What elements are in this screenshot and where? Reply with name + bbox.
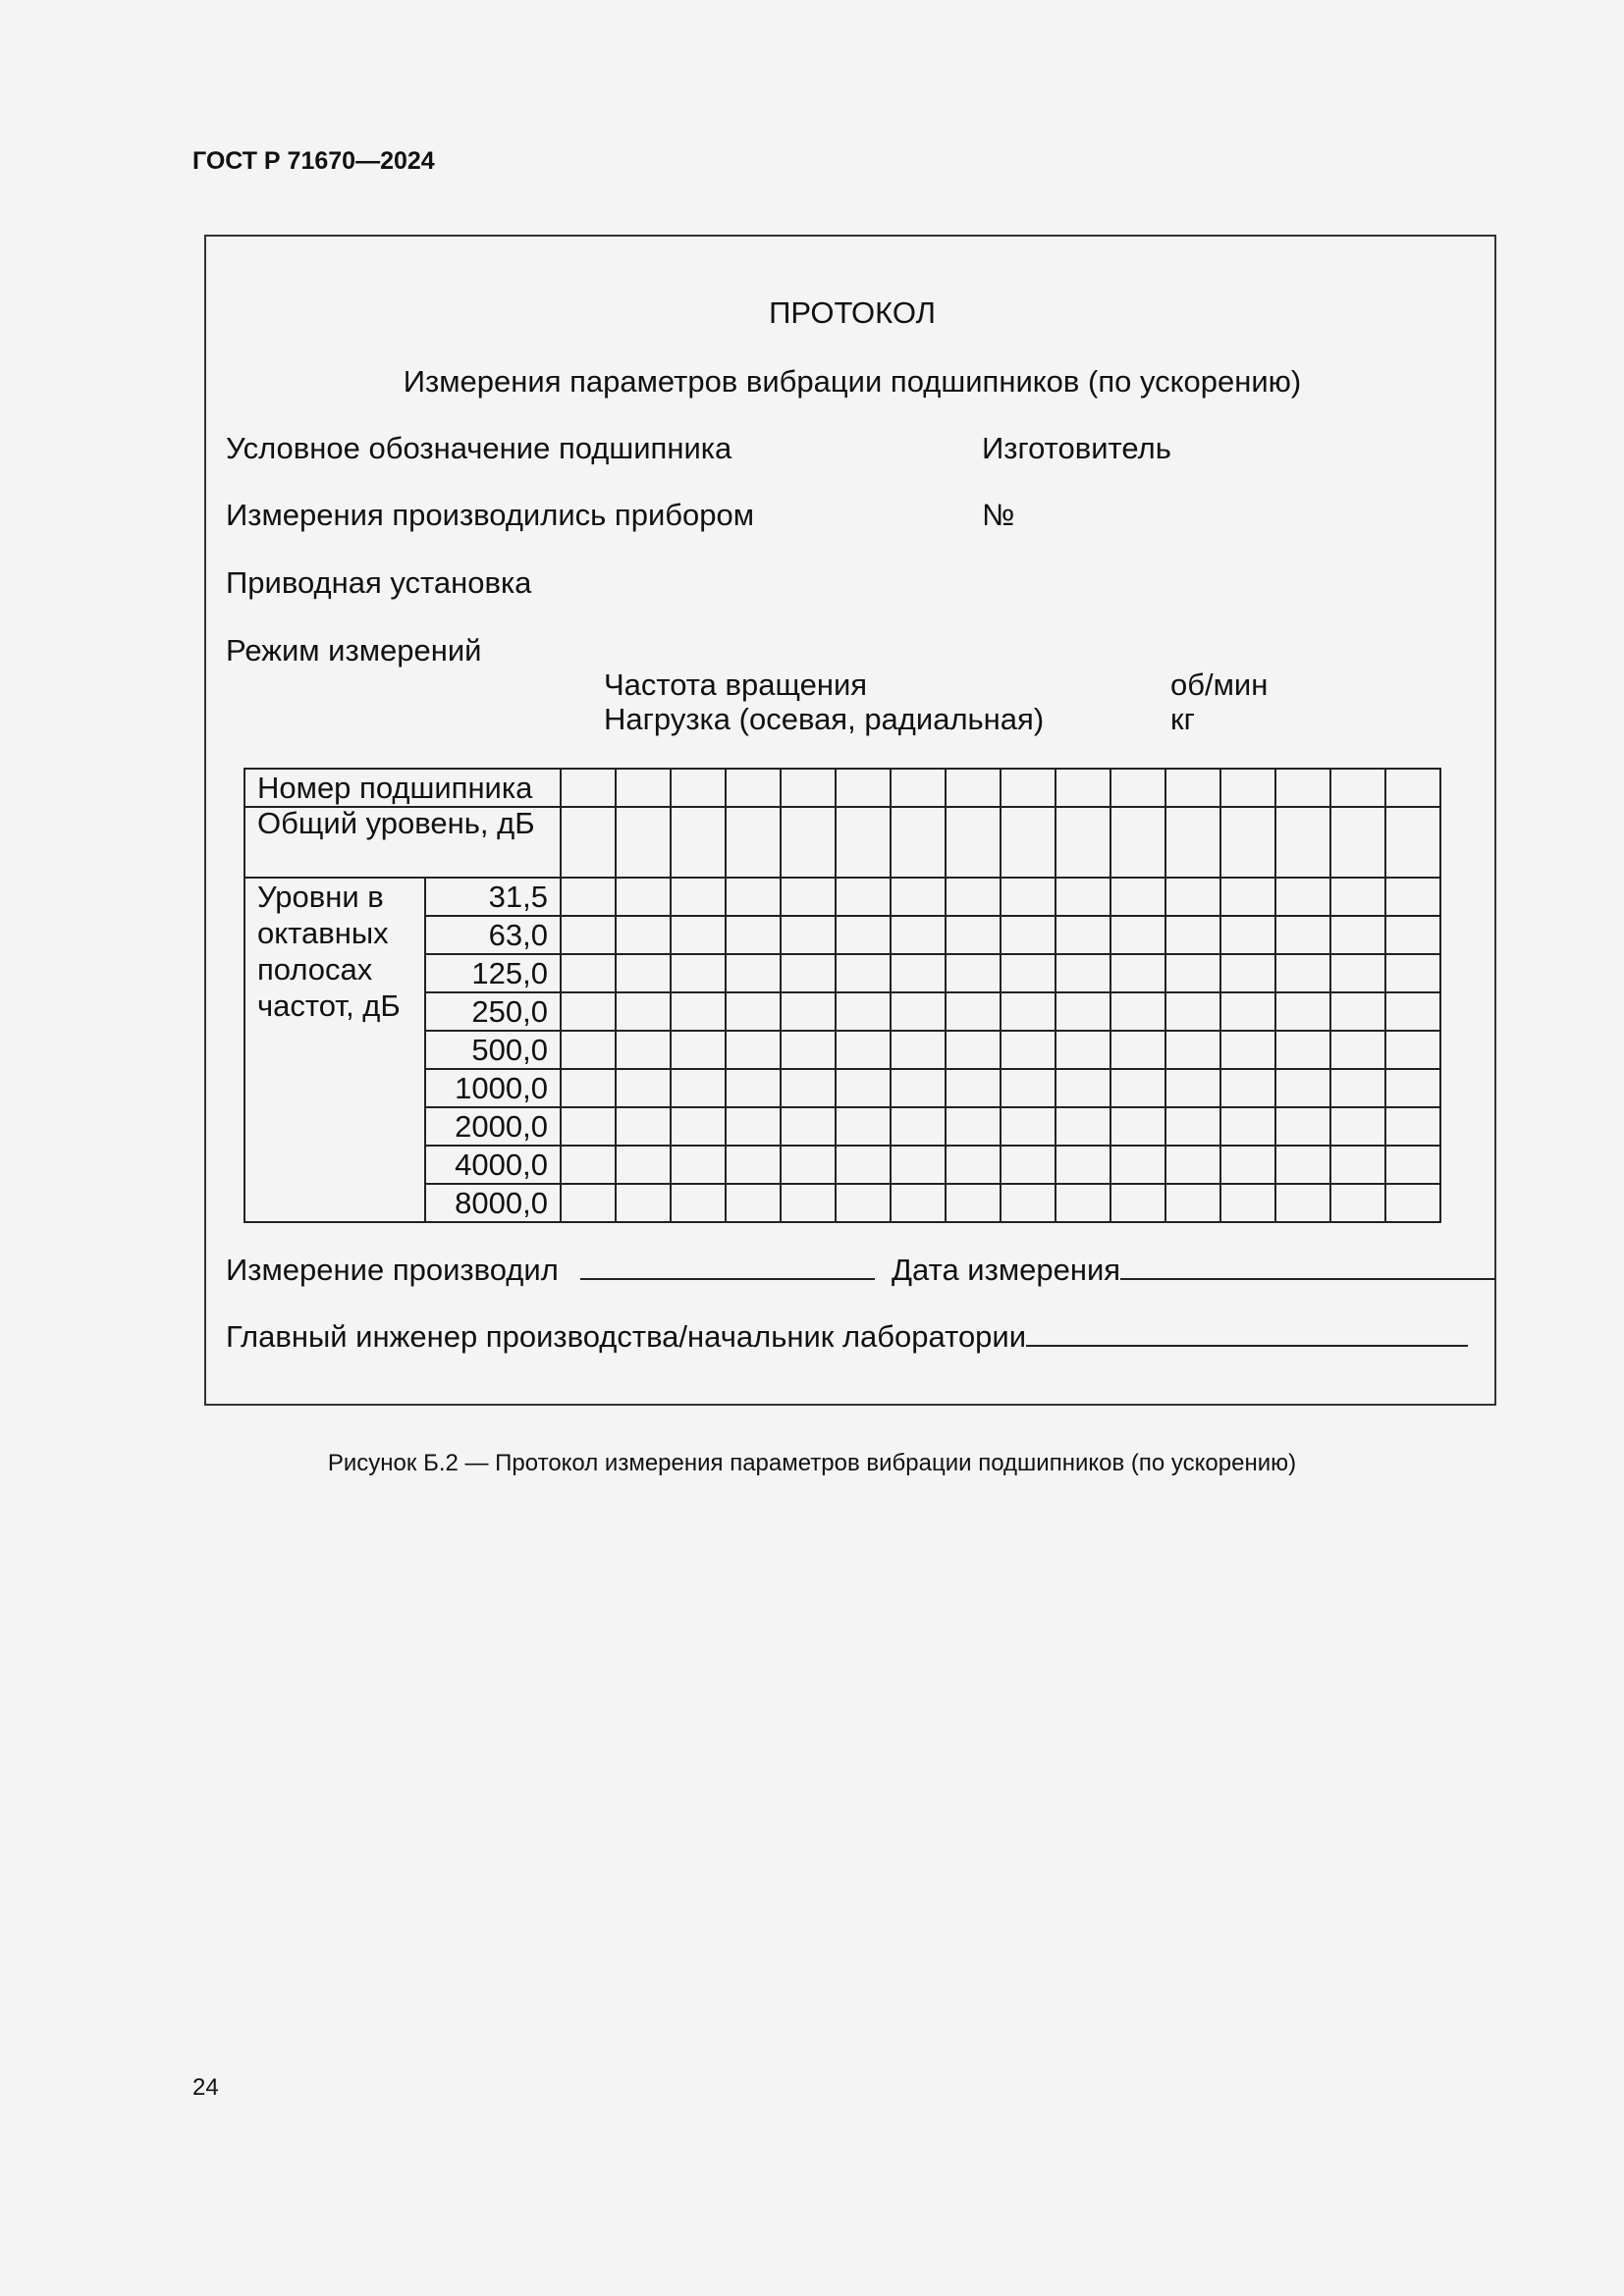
value-cell[interactable] <box>1330 954 1385 992</box>
value-cell[interactable] <box>671 992 726 1031</box>
frequency-cell: 1000,0 <box>425 1069 561 1107</box>
value-cell[interactable] <box>616 769 671 807</box>
load-label: Нагрузка (осевая, радиальная) <box>604 702 1045 736</box>
total-level-header: Общий уровень, дБ <box>244 807 561 878</box>
value-cell[interactable] <box>946 1146 1001 1184</box>
value-cell[interactable] <box>1385 1031 1440 1069</box>
value-cell[interactable] <box>1056 878 1110 916</box>
value-cell[interactable] <box>946 1069 1001 1107</box>
value-cell[interactable] <box>1165 1069 1220 1107</box>
value-cell[interactable] <box>616 916 671 954</box>
value-cell[interactable] <box>781 878 836 916</box>
protocol-form <box>204 235 1496 1406</box>
value-cell[interactable] <box>1220 1184 1275 1222</box>
value-cell[interactable] <box>836 1184 891 1222</box>
value-cell[interactable] <box>1001 1069 1056 1107</box>
value-cell[interactable] <box>836 992 891 1031</box>
value-cell[interactable] <box>1056 1069 1110 1107</box>
value-cell[interactable] <box>561 1146 616 1184</box>
value-cell[interactable] <box>671 954 726 992</box>
value-cell[interactable] <box>561 954 616 992</box>
value-cell[interactable] <box>1110 807 1165 878</box>
value-cell[interactable] <box>891 878 946 916</box>
value-cell[interactable] <box>1220 1107 1275 1146</box>
value-cell[interactable] <box>616 954 671 992</box>
document-code: ГОСТ Р 71670—2024 <box>192 147 435 175</box>
value-cell[interactable] <box>1385 992 1440 1031</box>
value-cell[interactable] <box>1001 916 1056 954</box>
value-cell[interactable] <box>1330 807 1385 878</box>
value-cell[interactable] <box>946 1031 1001 1069</box>
value-cell[interactable] <box>946 916 1001 954</box>
value-cell[interactable] <box>1001 807 1056 878</box>
value-cell[interactable] <box>1385 954 1440 992</box>
bearing-designation-label: Условное обозначение подшипника <box>226 431 732 465</box>
value-cell[interactable] <box>781 1107 836 1146</box>
value-cell[interactable] <box>1385 1107 1440 1146</box>
manufacturer-label: Изготовитель <box>982 431 1171 465</box>
value-cell[interactable] <box>1165 807 1220 878</box>
value-cell[interactable] <box>616 1069 671 1107</box>
value-cell[interactable] <box>946 878 1001 916</box>
number-sign: № <box>982 498 1015 532</box>
value-cell[interactable] <box>561 807 616 878</box>
value-cell[interactable] <box>561 916 616 954</box>
value-cell[interactable] <box>1056 992 1110 1031</box>
page-number: 24 <box>192 2074 219 2101</box>
rotation-unit: об/мин <box>1170 667 1269 702</box>
value-cell[interactable] <box>1165 1146 1220 1184</box>
value-cell[interactable] <box>726 1031 781 1069</box>
value-cell[interactable] <box>1056 1146 1110 1184</box>
frequency-cell: 2000,0 <box>425 1107 561 1146</box>
chief-signature-field[interactable] <box>1026 1317 1468 1347</box>
value-cell[interactable] <box>891 954 946 992</box>
value-cell[interactable] <box>1330 769 1385 807</box>
value-cell[interactable] <box>836 1031 891 1069</box>
value-cell[interactable] <box>726 916 781 954</box>
value-cell[interactable] <box>1385 1146 1440 1184</box>
value-cell[interactable] <box>561 1069 616 1107</box>
value-cell[interactable] <box>1330 1107 1385 1146</box>
value-cell[interactable] <box>1330 1069 1385 1107</box>
value-cell[interactable] <box>946 807 1001 878</box>
value-cell[interactable] <box>836 807 891 878</box>
value-cell[interactable] <box>1275 1069 1330 1107</box>
value-cell[interactable] <box>1001 878 1056 916</box>
table-row <box>244 769 1440 807</box>
value-cell[interactable] <box>1110 1107 1165 1146</box>
value-cell[interactable] <box>891 1031 946 1069</box>
value-cell[interactable] <box>1385 807 1440 878</box>
value-cell[interactable] <box>726 992 781 1031</box>
value-cell[interactable] <box>1001 1184 1056 1222</box>
value-cell[interactable] <box>781 1184 836 1222</box>
value-cell[interactable] <box>561 1031 616 1069</box>
value-cell[interactable] <box>1275 807 1330 878</box>
value-cell[interactable] <box>1165 878 1220 916</box>
value-cell[interactable] <box>1385 1184 1440 1222</box>
value-cell[interactable] <box>836 1107 891 1146</box>
mode-label: Режим измерений <box>226 633 482 667</box>
measured-by-field[interactable] <box>580 1251 875 1280</box>
chief-label: Главный инженер производства/начальник лаборатории <box>226 1319 1027 1354</box>
frequency-cell: 8000,0 <box>425 1184 561 1222</box>
value-cell[interactable] <box>561 878 616 916</box>
value-cell[interactable] <box>671 1069 726 1107</box>
value-cell[interactable] <box>671 878 726 916</box>
value-cell[interactable] <box>1220 992 1275 1031</box>
value-cell[interactable] <box>781 1146 836 1184</box>
value-cell[interactable] <box>1110 916 1165 954</box>
value-cell[interactable] <box>1056 1184 1110 1222</box>
value-cell[interactable] <box>1275 878 1330 916</box>
value-cell[interactable] <box>1110 1146 1165 1184</box>
value-cell[interactable] <box>726 954 781 992</box>
value-cell[interactable] <box>1330 916 1385 954</box>
value-cell[interactable] <box>836 916 891 954</box>
value-cell[interactable] <box>891 992 946 1031</box>
value-cell[interactable] <box>1110 954 1165 992</box>
value-cell[interactable] <box>1330 1146 1385 1184</box>
value-cell[interactable] <box>946 769 1001 807</box>
value-cell[interactable] <box>726 807 781 878</box>
value-cell[interactable] <box>616 878 671 916</box>
value-cell[interactable] <box>946 992 1001 1031</box>
value-cell[interactable] <box>616 1031 671 1069</box>
value-cell[interactable] <box>1001 769 1056 807</box>
frequency-cell: 250,0 <box>425 992 561 1031</box>
value-cell[interactable] <box>726 878 781 916</box>
value-cell[interactable] <box>1385 878 1440 916</box>
value-cell[interactable] <box>1165 916 1220 954</box>
value-cell[interactable] <box>671 1107 726 1146</box>
value-cell[interactable] <box>561 769 616 807</box>
value-cell[interactable] <box>836 878 891 916</box>
value-cell[interactable] <box>1165 1107 1220 1146</box>
value-cell[interactable] <box>1165 769 1220 807</box>
table-row <box>244 807 1440 878</box>
value-cell[interactable] <box>616 1107 671 1146</box>
measured-by-line <box>226 1251 1495 1288</box>
value-cell[interactable] <box>836 1069 891 1107</box>
value-cell[interactable] <box>671 769 726 807</box>
value-cell[interactable] <box>781 1069 836 1107</box>
value-cell[interactable] <box>671 1031 726 1069</box>
value-cell[interactable] <box>561 1184 616 1222</box>
value-cell[interactable] <box>1275 1146 1330 1184</box>
table-row <box>244 878 1440 916</box>
value-cell[interactable] <box>1110 878 1165 916</box>
value-cell[interactable] <box>1385 769 1440 807</box>
protocol-subtitle: Измерения параметров вибрации подшипников (по ускорению) <box>403 364 1302 399</box>
load-unit: кг <box>1170 702 1195 736</box>
value-cell[interactable] <box>1110 769 1165 807</box>
value-cell[interactable] <box>1275 1184 1330 1222</box>
value-cell[interactable] <box>891 769 946 807</box>
value-cell[interactable] <box>946 1107 1001 1146</box>
frequency-cell: 31,5 <box>425 878 561 916</box>
value-cell[interactable] <box>726 769 781 807</box>
value-cell[interactable] <box>1165 1031 1220 1069</box>
value-cell[interactable] <box>1275 1107 1330 1146</box>
value-cell[interactable] <box>671 916 726 954</box>
bearing-number-header: Номер подшипника <box>244 769 561 807</box>
frequency-cell: 4000,0 <box>425 1146 561 1184</box>
frequency-cell: 63,0 <box>425 916 561 954</box>
value-cell[interactable] <box>1056 1031 1110 1069</box>
value-cell[interactable] <box>561 992 616 1031</box>
value-cell[interactable] <box>1385 1069 1440 1107</box>
value-cell[interactable] <box>1275 992 1330 1031</box>
value-cell[interactable] <box>1220 1069 1275 1107</box>
value-cell[interactable] <box>616 807 671 878</box>
value-cell[interactable] <box>671 1146 726 1184</box>
value-cell[interactable] <box>1385 916 1440 954</box>
measured-by-label: Измерение производил <box>226 1253 559 1287</box>
value-cell[interactable] <box>1275 954 1330 992</box>
value-cell[interactable] <box>1001 1146 1056 1184</box>
value-cell[interactable] <box>1110 1031 1165 1069</box>
value-cell[interactable] <box>1110 1184 1165 1222</box>
octave-bands-label: Уровни в октавных полосах частот, дБ <box>244 878 425 1222</box>
value-cell[interactable] <box>891 1184 946 1222</box>
value-cell[interactable] <box>1330 1184 1385 1222</box>
value-cell[interactable] <box>1056 769 1110 807</box>
value-cell[interactable] <box>1110 992 1165 1031</box>
value-cell[interactable] <box>726 1146 781 1184</box>
value-cell[interactable] <box>946 1184 1001 1222</box>
value-cell[interactable] <box>781 807 836 878</box>
date-label: Дата измерения <box>892 1253 1121 1287</box>
value-cell[interactable] <box>726 1184 781 1222</box>
value-cell[interactable] <box>1165 954 1220 992</box>
date-field[interactable] <box>1120 1251 1495 1280</box>
value-cell[interactable] <box>946 954 1001 992</box>
value-cell[interactable] <box>1220 916 1275 954</box>
value-cell[interactable] <box>671 1184 726 1222</box>
value-cell[interactable] <box>781 992 836 1031</box>
value-cell[interactable] <box>836 769 891 807</box>
value-cell[interactable] <box>1220 1146 1275 1184</box>
rotation-speed-label: Частота вращения <box>604 667 868 702</box>
value-cell[interactable] <box>891 807 946 878</box>
value-cell[interactable] <box>836 954 891 992</box>
value-cell[interactable] <box>1110 1069 1165 1107</box>
value-cell[interactable] <box>781 1031 836 1069</box>
value-cell[interactable] <box>726 1069 781 1107</box>
value-cell[interactable] <box>781 954 836 992</box>
value-cell[interactable] <box>726 1107 781 1146</box>
value-cell[interactable] <box>1001 1031 1056 1069</box>
value-cell[interactable] <box>1220 954 1275 992</box>
value-cell[interactable] <box>1056 1107 1110 1146</box>
value-cell[interactable] <box>1165 992 1220 1031</box>
value-cell[interactable] <box>1220 769 1275 807</box>
chief-line <box>226 1317 1468 1355</box>
value-cell[interactable] <box>616 1146 671 1184</box>
value-cell[interactable] <box>1165 1184 1220 1222</box>
instrument-label: Измерения производились прибором <box>226 498 755 532</box>
value-cell[interactable] <box>1330 992 1385 1031</box>
value-cell[interactable] <box>1056 954 1110 992</box>
value-cell[interactable] <box>1275 1031 1330 1069</box>
value-cell[interactable] <box>561 1107 616 1146</box>
value-cell[interactable] <box>1001 1107 1056 1146</box>
value-cell[interactable] <box>671 807 726 878</box>
frequency-cell: 125,0 <box>425 954 561 992</box>
value-cell[interactable] <box>891 1107 946 1146</box>
value-cell[interactable] <box>1056 807 1110 878</box>
value-cell[interactable] <box>891 1146 946 1184</box>
value-cell[interactable] <box>891 916 946 954</box>
value-cell[interactable] <box>781 769 836 807</box>
value-cell[interactable] <box>1330 878 1385 916</box>
figure-caption: Рисунок Б.2 — Протокол измерения параметров вибрации подшипников (по ускорению) <box>327 1450 1297 1476</box>
value-cell[interactable] <box>1275 916 1330 954</box>
measurement-table <box>244 768 1441 1223</box>
value-cell[interactable] <box>1220 807 1275 878</box>
value-cell[interactable] <box>1220 1031 1275 1069</box>
value-cell[interactable] <box>1275 769 1330 807</box>
protocol-title: ПРОТОКОЛ <box>769 295 936 330</box>
value-cell[interactable] <box>1330 1031 1385 1069</box>
value-cell[interactable] <box>616 992 671 1031</box>
value-cell[interactable] <box>781 916 836 954</box>
value-cell[interactable] <box>616 1184 671 1222</box>
value-cell[interactable] <box>891 1069 946 1107</box>
value-cell[interactable] <box>1001 992 1056 1031</box>
value-cell[interactable] <box>1001 954 1056 992</box>
value-cell[interactable] <box>836 1146 891 1184</box>
value-cell[interactable] <box>1220 878 1275 916</box>
value-cell[interactable] <box>1056 916 1110 954</box>
frequency-cell: 500,0 <box>425 1031 561 1069</box>
drive-unit-label: Приводная установка <box>226 565 532 600</box>
